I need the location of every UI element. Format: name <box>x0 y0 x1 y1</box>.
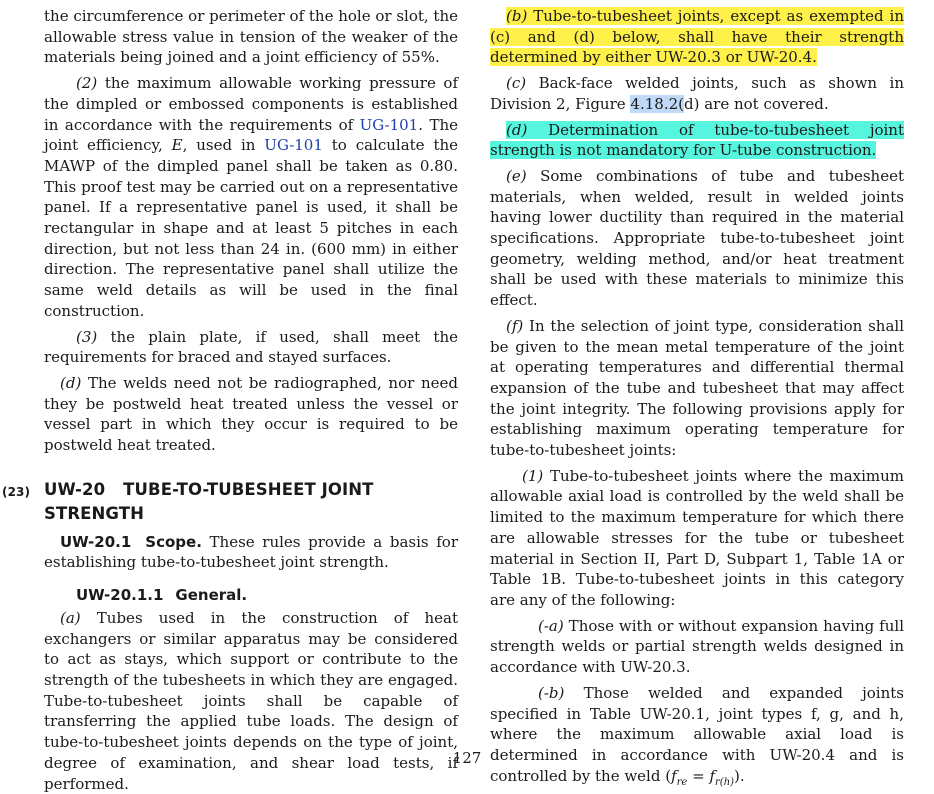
text: the plain plate, if used, shall meet the requirements for braced and stayed surfaces. <box>44 327 458 367</box>
paragraph-circumference: the circumference or perimeter of the hole or slot, the allowable stress value in tension of the weaker of the materials being joined and a joint efficiency of 55%. <box>44 7 458 67</box>
section-heading-uw-20 <box>2 478 458 526</box>
item-label: (b) <box>506 7 528 25</box>
item-label: (1) <box>522 466 544 485</box>
paragraph-scope <box>44 532 458 573</box>
subsection-heading <box>60 533 202 551</box>
text: Some combinations of tube and tubesheet materials, when welded, result in welded joints having lower ductility than required in the material specifications. Appropriate tube-to-tubesheet joint geometry, welding method, and/or heat treatment shall be used with these materials to minimize this effect. <box>490 166 904 310</box>
text: = <box>687 766 710 785</box>
text: . The joint efficiency, <box>44 115 458 155</box>
text: In the selection of joint type, consideration shall be given to the mean metal temperature of the joint at operating temperatures and differential thermal expansion of the tube and tubesheet that may affect the joint integrity. The following provisions apply for establishing maximum operating temperature for tube-to-tubesheet joints: <box>490 316 904 460</box>
text: to calculate the MAWP of the dimpled panel shall be taken as 0.80. This proof test may be carried out on a representative panel. If a representative panel is used, it shall be rectangular in shape and at least 5 pitches in each direction, but not less than 24 in. (600 mm) in either direction. The representative panel shall utilize the same weld details as will be used in the final construction. <box>44 136 459 320</box>
page-number: 127 <box>452 749 482 767</box>
text: the maximum allowable working pressure of the dimpled or embossed components is established in accordance with the requirements of <box>44 74 458 134</box>
figure-reference[interactable]: 4.18.2( <box>630 94 684 113</box>
text: Back-face welded joints, such as shown in Division 2, Figure <box>490 74 904 113</box>
subsection-number: UW-20.1 <box>60 532 132 551</box>
text: The welds need not be radiographed, nor need they be postweld heat treated unless the vessel or vessel part in which they occur is required to be postweld heat treated. <box>44 373 458 455</box>
revision-tag: (23) <box>2 484 31 499</box>
paragraph-d <box>490 120 904 161</box>
paragraph-b <box>490 6 904 68</box>
item-label: (f) <box>506 316 524 335</box>
subsection-title: Scope. <box>145 532 202 551</box>
subsection-heading-general <box>76 585 458 606</box>
text: d) are not covered. <box>683 94 829 113</box>
text: Tubes used in the construction of heat exchangers or similar apparatus may be considered to act as stays, which support or contribute to the strength of the tubesheets in which they are engaged. Tube-to-tubesheet joints shall be capable of transferring the applied tube loads. The design of tube-to-tubesheet joints depends on the type of joint, degree of examination, and shear load tests, if performed. <box>44 608 458 793</box>
paragraph-f-1-b <box>490 683 904 794</box>
left-column <box>2 6 459 794</box>
item-label: (d) <box>60 373 82 392</box>
formula-f-re: $f_{re}$ <box>671 766 688 788</box>
text: Determination of tube-to-tubesheet joint strength is not mandatory for U-tube construction. <box>490 120 904 160</box>
item-label: (3) <box>76 327 98 346</box>
paragraph-2-mawp <box>44 73 458 321</box>
item-label: (a) <box>60 608 81 627</box>
highlight-yellow <box>490 7 904 66</box>
paragraph-f <box>490 316 904 461</box>
text: Those with or without expansion having full strength welds or partial strength welds designed in accordance with UW-20.3. <box>490 616 904 677</box>
item-label: (-a) <box>538 616 564 635</box>
item-label: (e) <box>506 166 527 185</box>
text: , used in <box>182 136 265 155</box>
paragraph-f-1-a <box>490 616 904 678</box>
paragraph-e <box>490 166 904 311</box>
item-label: (d) <box>506 120 528 139</box>
highlight-cyan <box>490 121 904 160</box>
subsection-title: General. <box>175 586 248 605</box>
paragraph-c <box>490 73 904 114</box>
paragraph-3-plain-plate <box>44 327 458 368</box>
text: Those welded and expanded joints specified in Table UW-20.1, joint types f, g, and h, where the maximum allowable axial load is determined in accordance with UW-20.4 and is controlled by the weld ( <box>490 683 904 785</box>
text: These rules provide a basis for establishing tube-to-tubesheet joint strength. <box>44 532 458 572</box>
variable-e: E <box>171 136 183 155</box>
ug-101-link[interactable]: UG-101 <box>359 115 419 134</box>
item-label: (c) <box>506 74 527 93</box>
paragraph-f-1 <box>490 466 904 611</box>
subsection-number: UW-20.1.1 <box>76 586 164 605</box>
item-label: (-b) <box>538 683 565 702</box>
ug-101-link[interactable]: UG-101 <box>264 136 323 155</box>
text: Tube-to-tubesheet joints where the maximum allowable axial load is controlled by the weld shall be limited to the maximum temperature for which there are allowable stresses for the tube or tubesheet material in Section II, Part D, Subpart 1, Table 1A or Table 1B. Tube-to-tubesheet joints in this category are any of the following: <box>490 466 904 609</box>
paragraph-d-welds <box>44 373 458 456</box>
section-title: TUBE-TO-TUBESHEET JOINT STRENGTH <box>44 479 374 523</box>
item-label: (2) <box>76 74 98 93</box>
text: ). <box>734 766 745 785</box>
section-number: UW-20 <box>44 479 106 499</box>
text: Tube-to-tubesheet joints, except as exempted in (c) and (d) below, shall have their strength determined by either UW-20.3 or UW-20.4. <box>490 7 904 67</box>
right-column <box>490 6 904 793</box>
formula-f-rh: $f_{r(h)}$ <box>709 766 735 788</box>
